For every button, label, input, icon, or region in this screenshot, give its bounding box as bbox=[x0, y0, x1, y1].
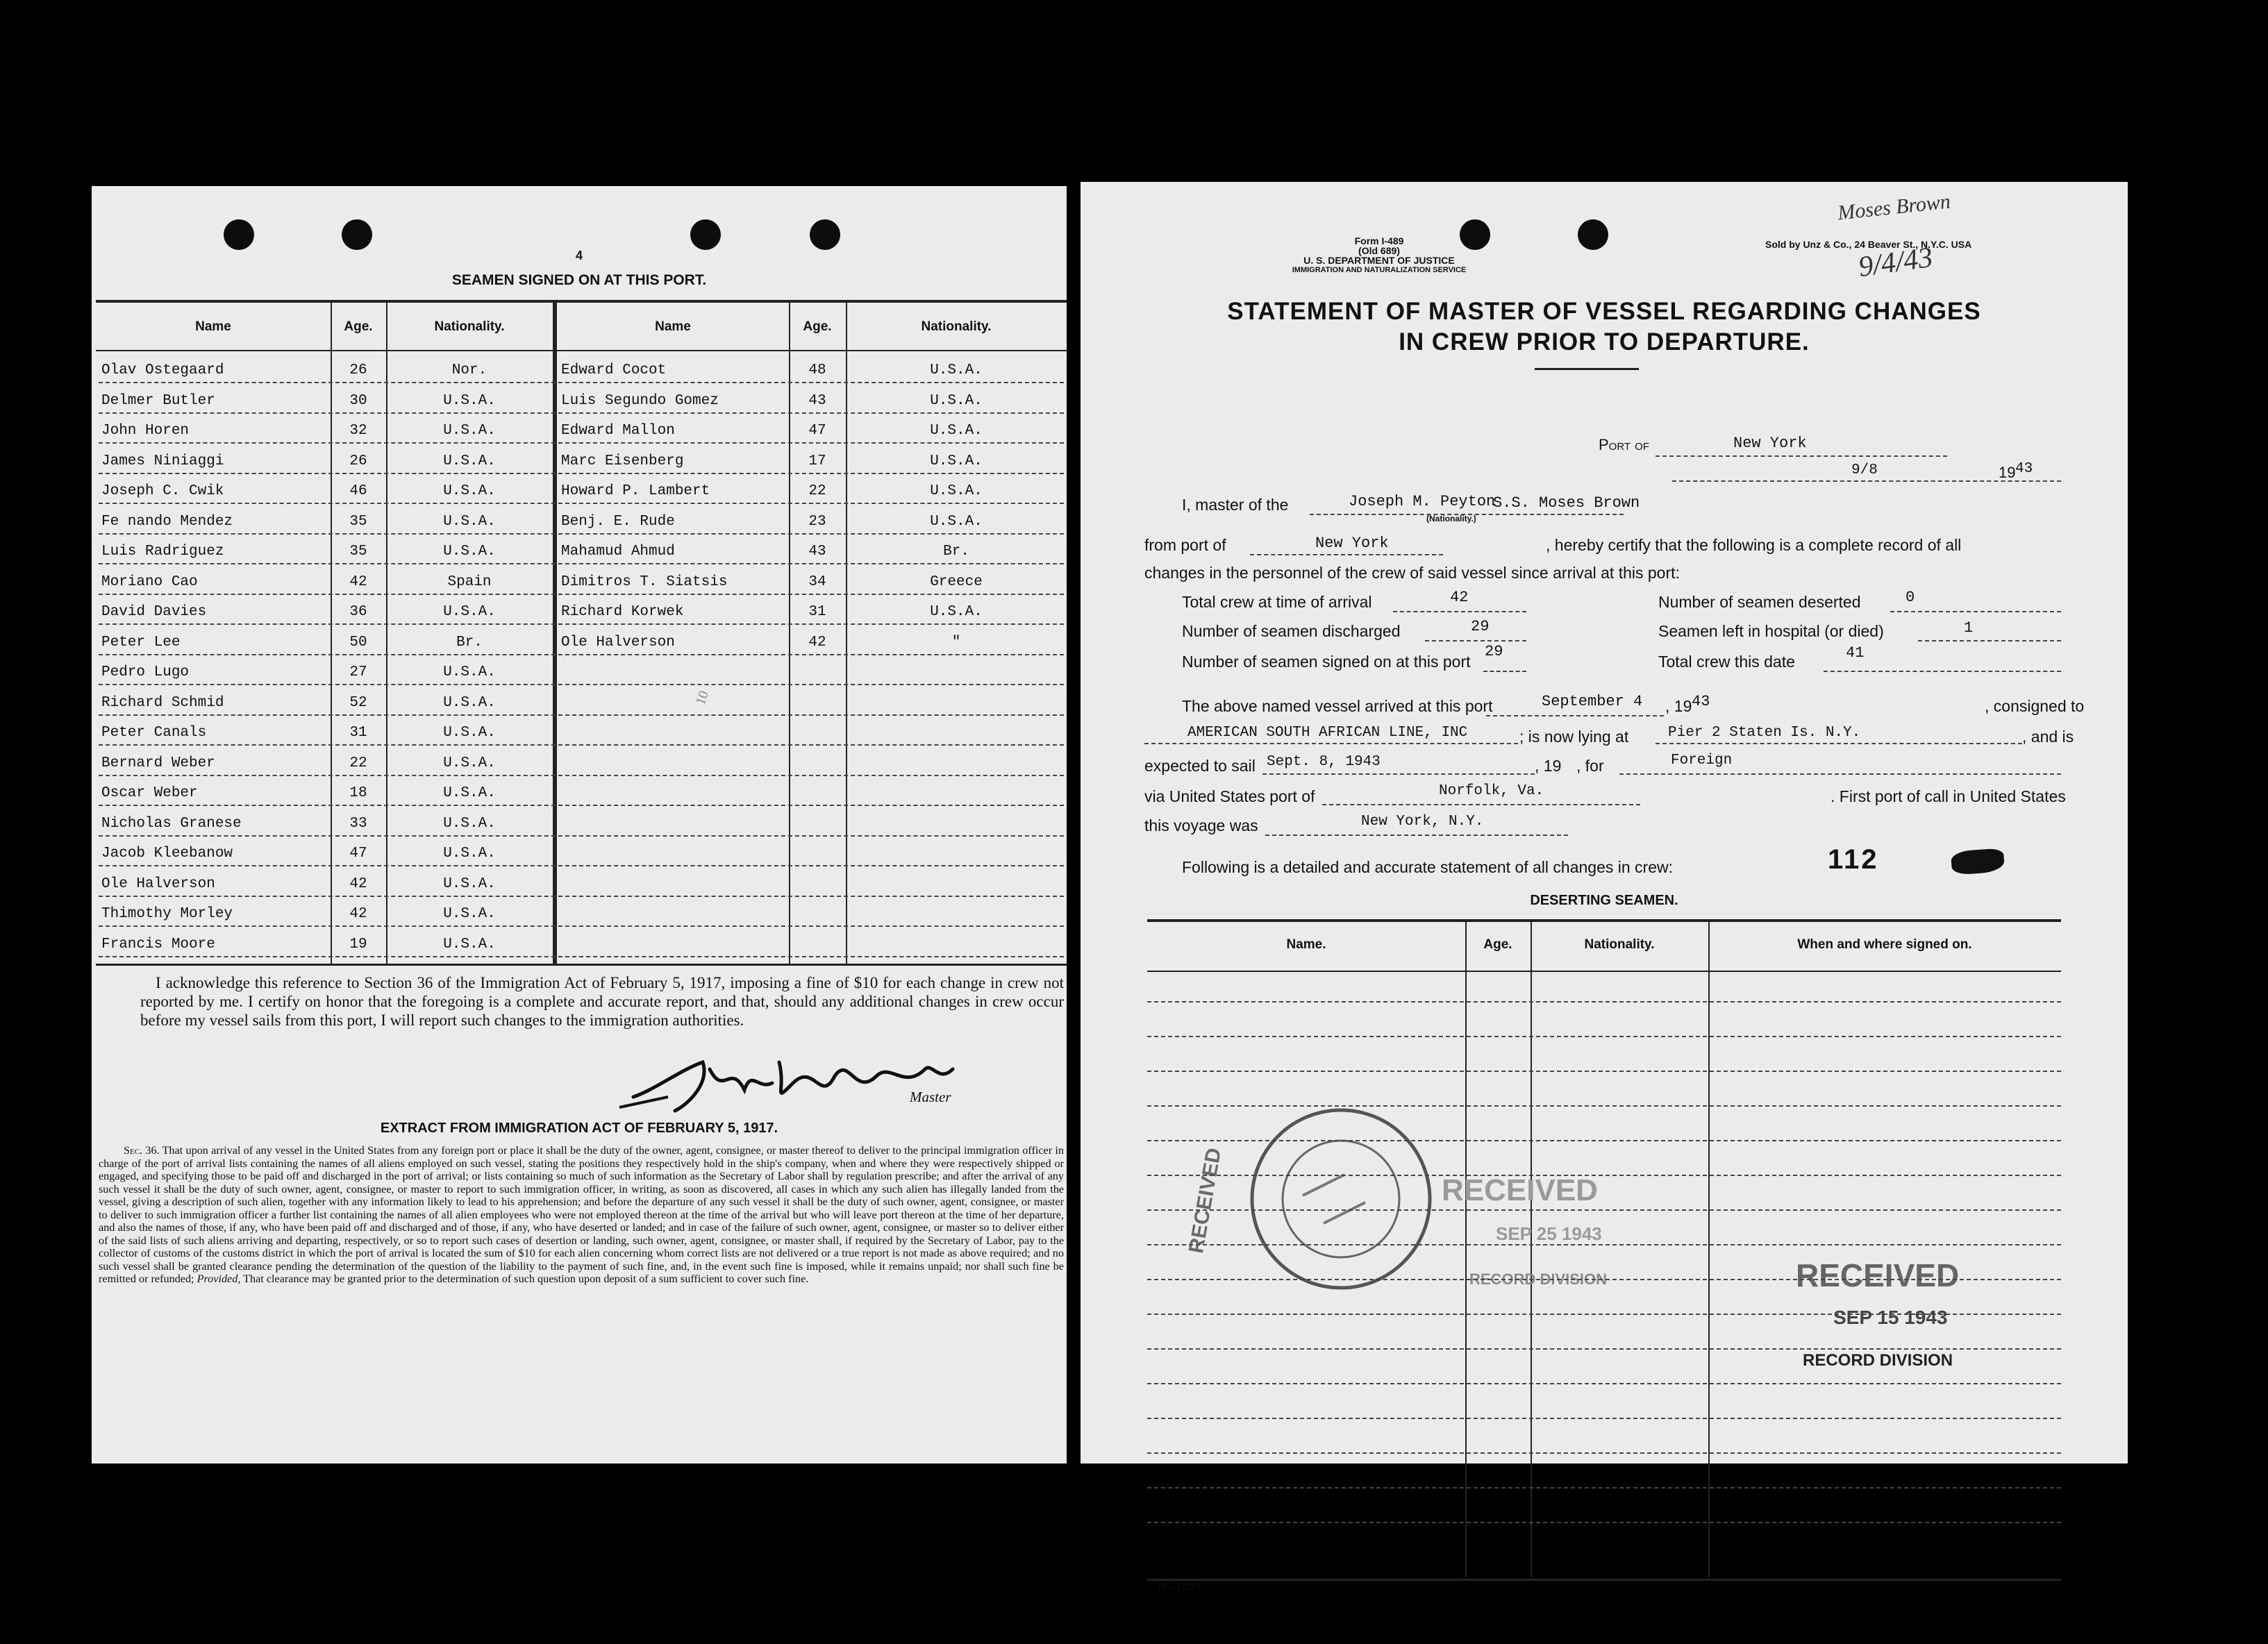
deserting-row-rule bbox=[1147, 1105, 2061, 1107]
form-footer: 16—17387 bbox=[1157, 1582, 1201, 1592]
deserting-row-rule bbox=[1147, 1348, 2061, 1350]
arrived-year-value: 43 bbox=[1692, 693, 1710, 710]
master-label: Master bbox=[910, 1089, 951, 1105]
seller-imprint: Sold by Unz & Co., 24 Beaver St., N.Y.C. USA bbox=[1765, 239, 1972, 250]
following-text: Following is a detailed and accurate statement of all changes in crew: bbox=[1182, 858, 1674, 876]
punch-hole bbox=[342, 219, 372, 250]
crew-name: Joseph C. Cwik bbox=[101, 483, 224, 499]
consignee-line bbox=[1144, 743, 1518, 744]
col-rule bbox=[556, 301, 557, 964]
discharged-value: 29 bbox=[1471, 618, 1490, 635]
date-value: 9/8 bbox=[1851, 462, 1878, 478]
handwritten-date: 9/4/43 bbox=[1856, 241, 1935, 284]
stamp2-received: RECEIVED bbox=[1796, 1257, 1960, 1293]
title-line-1: STATEMENT OF MASTER OF VESSEL REGARDING CHANGES bbox=[1227, 298, 1981, 325]
extract-text: That upon arrival of any vessel in the United States from any foreign port or place it shall be the duty of the owner, agent, consignee, or master thereof to deliver to the principal immigration officer in charge of the port of arrival lists containing the names of all aliens employed on such vessel, stating the positions they respectively hold in the ship's company, when and where they were respectively shipped or engaged, and specifying those to be paid off and discharged in the port of arrival; or lists containing so much of such information as the Secretary of Labor shall by regulation prescribe; and after the arrival of any such vessel it shall be the duty of such owner, agent, consignee, or master to report to such immigration officer, in writing, as soon as discovered, all cases in which any such alien has illegally landed from the vessel, giving a description of such alien, together with any information likely to lead to his apprehension; and before the departure of any such vessel it shall be the duty of such owner, agent, consignee, or master to deliver to such immigration officer a further list containing the names of all alien employees who were not employed thereon at the time of the arrival but who will leave port thereon at the time of her departure, and also the names of those, if any, who have been paid off and discharged and of those, if any, who have deserted or landed; and in case of the failure of such owner, agent, consignee, or master so to deliver either of the said lists of such aliens arriving and departing, respectively, or so to report such cases of desertion or landing, such owner, agent, consignee, or master shall, if required by the Secretary of Labor, pay to the collector of customs of the customs district in which the port of arrival is located the sum of $10 for each alien concerning whom correct lists are not delivered or a true report is not made as above required; and no such vessel shall be granted clearance pending the determination of the question of the liability to the payment of such fine, and, in the event such fine is imposed, while it remains unpaid; nor shall such fine be remitted or refunded; bbox=[99, 1144, 1064, 1285]
crew-age: 48 bbox=[808, 362, 826, 378]
crew-nationality: Spain bbox=[447, 573, 492, 590]
crew-nationality: U.S.A. bbox=[443, 453, 496, 469]
form-header bbox=[1254, 236, 1504, 275]
port-of-line bbox=[1656, 455, 1947, 457]
crew-age: 42 bbox=[349, 573, 367, 590]
crew-name: Peter Canals bbox=[101, 725, 207, 741]
crew-age: 47 bbox=[808, 423, 826, 439]
crew-nationality: Greece bbox=[930, 573, 983, 590]
master-signature bbox=[606, 1041, 994, 1118]
discharged-line bbox=[1425, 640, 1526, 641]
total-crew-arrival-line bbox=[1393, 611, 1526, 612]
form-title bbox=[1081, 296, 2128, 358]
crew-nationality: U.S.A. bbox=[443, 483, 496, 499]
crew-age: 35 bbox=[349, 544, 367, 560]
crew-name: Edward Cocot bbox=[561, 362, 667, 378]
and-is-label: , and is bbox=[2022, 728, 2074, 746]
crew-name: Marc Eisenberg bbox=[561, 453, 684, 469]
crew-name: Fe nando Mendez bbox=[101, 513, 233, 530]
crew-name: Moriano Cao bbox=[101, 573, 198, 590]
crew-name: Pedro Lugo bbox=[101, 664, 190, 680]
extract-title: EXTRACT FROM IMMIGRATION ACT OF FEBRUARY 5, 1917. bbox=[380, 1121, 778, 1136]
from-port-value: New York bbox=[1315, 535, 1389, 552]
crew-name: Oscar Weber bbox=[101, 785, 198, 801]
crew-name: Luis Segundo Gomez bbox=[561, 392, 719, 409]
form-number: Form I-489 bbox=[1354, 235, 1404, 246]
row-rule bbox=[99, 563, 1064, 564]
signed-on-line bbox=[1483, 671, 1526, 672]
crew-name: Luis Radriguez bbox=[101, 544, 224, 560]
signed-on-value: 29 bbox=[1485, 643, 1503, 660]
page-stamp-number: 112 bbox=[1828, 844, 1879, 875]
expected-value: Sept. 8, 1943 bbox=[1267, 754, 1381, 770]
crew-nationality: U.S.A. bbox=[443, 423, 496, 439]
crew-nationality: U.S.A. bbox=[443, 664, 496, 680]
via-value: Norfolk, Va. bbox=[1439, 783, 1544, 799]
deserting-header-rule bbox=[1147, 971, 2061, 972]
deserting-col-nationality: Nationality. bbox=[1584, 937, 1655, 952]
punch-hole bbox=[810, 219, 840, 250]
crew-nationality: U.S.A. bbox=[443, 544, 496, 560]
total-crew-date-line bbox=[1824, 671, 2061, 672]
voyage-label: this voyage was bbox=[1144, 816, 1258, 834]
discharged-label: Number of seamen discharged bbox=[1182, 622, 1401, 640]
crew-name: Jacob Kleebanow bbox=[101, 846, 233, 862]
crew-nationality: U.S.A. bbox=[443, 846, 496, 862]
lying-value: Pier 2 Staten Is. N.Y. bbox=[1668, 725, 1861, 741]
right-page bbox=[1081, 182, 2128, 1592]
row-rule bbox=[99, 865, 1064, 866]
left-page bbox=[92, 186, 1067, 1463]
crew-name: Benj. E. Rude bbox=[561, 513, 675, 530]
crew-name: John Horen bbox=[101, 423, 190, 439]
master-prefix: I, master of the bbox=[1182, 496, 1289, 514]
crew-nationality: U.S.A. bbox=[930, 362, 983, 378]
changes-text: changes in the personnel of the crew of said vessel since arrival at this port: bbox=[1144, 564, 1680, 582]
crew-name: Mahamud Ahmud bbox=[561, 544, 675, 560]
col-header-age: Age. bbox=[803, 319, 832, 334]
crew-age: 43 bbox=[808, 544, 826, 560]
stamp2-date: SEP 15 1943 bbox=[1833, 1307, 1948, 1328]
crew-name: Nicholas Granese bbox=[101, 815, 242, 832]
crew-name: Ole Halverson bbox=[101, 875, 215, 892]
handwritten-vessel-name: Moses Brown bbox=[1836, 190, 1952, 225]
deserting-row-rule bbox=[1147, 1036, 2061, 1037]
year-prefix: 19 bbox=[1999, 464, 2016, 481]
row-rule bbox=[99, 684, 1064, 685]
deserted-line bbox=[1890, 611, 2061, 612]
row-rule bbox=[99, 896, 1064, 897]
crew-age: 42 bbox=[349, 875, 367, 892]
port-of-value: New York bbox=[1733, 435, 1807, 452]
title-underline bbox=[1535, 368, 1639, 370]
for-value: Foreign bbox=[1671, 753, 1733, 769]
lying-label: ; is now lying at bbox=[1519, 728, 1629, 746]
crew-name: Ole Halverson bbox=[561, 634, 675, 651]
stamp1-date: SEP 25 1943 bbox=[1496, 1223, 1602, 1244]
deserting-row-rule bbox=[1147, 1001, 2061, 1003]
crew-age: 42 bbox=[349, 906, 367, 922]
deserting-col-signed-on: When and where signed on. bbox=[1797, 937, 1972, 952]
for-line bbox=[1619, 773, 2061, 775]
year-value: 43 bbox=[2015, 461, 2033, 477]
col-header-name: Name bbox=[655, 319, 691, 334]
deserting-title: DESERTING SEAMEN. bbox=[1530, 893, 1678, 908]
arrived-label: The above named vessel arrived at this port bbox=[1182, 697, 1493, 715]
signed-on-label: Number of seamen signed on at this port bbox=[1182, 653, 1471, 671]
crew-nationality: U.S.A. bbox=[930, 423, 983, 439]
arrived-year-prefix: , 19 bbox=[1665, 697, 1692, 715]
circular-seal bbox=[1240, 1098, 1442, 1300]
redaction-mark bbox=[1951, 848, 2005, 875]
deserting-row-rule bbox=[1147, 1140, 2061, 1141]
department: U. S. DEPARTMENT OF JUSTICE bbox=[1303, 255, 1455, 266]
hospital-value: 1 bbox=[1964, 619, 1974, 637]
crew-name: Thimothy Morley bbox=[101, 906, 233, 922]
crew-nationality: U.S.A. bbox=[443, 815, 496, 832]
deserting-row-rule bbox=[1147, 1418, 2061, 1419]
punch-hole bbox=[690, 219, 721, 250]
extract-sec: Sec. 36. bbox=[124, 1144, 160, 1157]
form-old: (Old 689) bbox=[1358, 245, 1400, 256]
deserting-row-rule bbox=[1147, 1522, 2061, 1523]
crew-age: 33 bbox=[349, 815, 367, 832]
row-rule bbox=[99, 775, 1064, 776]
expected-19: , 19 bbox=[1535, 757, 1562, 775]
crew-age: 26 bbox=[349, 453, 367, 469]
vessel-value: S.S. Moses Brown bbox=[1493, 494, 1640, 512]
extract-body bbox=[99, 1144, 1064, 1286]
crew-age: 19 bbox=[349, 936, 367, 953]
total-crew-arrival-label: Total crew at time of arrival bbox=[1182, 593, 1372, 611]
stamp1-received: RECEIVED bbox=[1442, 1173, 1598, 1207]
deserted-label: Number of seamen deserted bbox=[1658, 593, 1861, 611]
crew-age: 22 bbox=[349, 755, 367, 771]
hospital-label: Seamen left in hospital (or died) bbox=[1658, 622, 1884, 640]
row-rule bbox=[99, 412, 1064, 414]
deserted-value: 0 bbox=[1906, 589, 1915, 606]
deserting-col-name: Name. bbox=[1286, 937, 1326, 952]
deserting-row-rule bbox=[1147, 1175, 2061, 1176]
crew-name: Bernard Weber bbox=[101, 755, 215, 771]
crew-nationality: U.S.A. bbox=[443, 906, 496, 922]
crew-name: Francis Moore bbox=[101, 936, 215, 953]
row-rule bbox=[99, 473, 1064, 474]
crew-name: Olav Ostegaard bbox=[101, 362, 224, 378]
deserting-row-rule bbox=[1147, 1244, 2061, 1245]
crew-age: 22 bbox=[808, 483, 826, 499]
total-crew-date-value: 41 bbox=[1846, 644, 1865, 662]
crew-age: 46 bbox=[349, 483, 367, 499]
crew-name: Edward Mallon bbox=[561, 423, 675, 439]
crew-name: Peter Lee bbox=[101, 634, 181, 651]
for-label: , for bbox=[1576, 757, 1604, 775]
crew-age: 35 bbox=[349, 513, 367, 530]
row-rule bbox=[99, 382, 1064, 383]
col-rule bbox=[1531, 921, 1532, 1577]
crew-age: 30 bbox=[349, 392, 367, 409]
crew-nationality: " bbox=[951, 634, 961, 651]
title-line-2: IN CREW PRIOR TO DEPARTURE. bbox=[1399, 328, 1810, 355]
row-rule bbox=[99, 594, 1064, 595]
col-header-nationality: Nationality. bbox=[434, 319, 505, 334]
crew-age: 18 bbox=[349, 785, 367, 801]
from-port-line bbox=[1250, 554, 1443, 555]
col-rule bbox=[1708, 921, 1710, 1577]
crew-nationality: U.S.A. bbox=[443, 725, 496, 741]
from-port-label: from port of bbox=[1144, 536, 1226, 554]
deserting-row-rule bbox=[1147, 1071, 2061, 1072]
col-header-name: Name bbox=[195, 319, 231, 334]
punch-hole bbox=[1578, 219, 1608, 250]
crew-nationality: U.S.A. bbox=[443, 785, 496, 801]
section-title: SEAMEN SIGNED ON AT THIS PORT. bbox=[451, 272, 707, 288]
total-crew-arrival-value: 42 bbox=[1450, 589, 1469, 606]
crew-nationality: U.S.A. bbox=[443, 875, 496, 892]
row-rule bbox=[99, 442, 1064, 444]
crew-age: 31 bbox=[349, 725, 367, 741]
table-bottom-rule bbox=[96, 964, 1067, 966]
deserting-top-rule bbox=[1147, 919, 2061, 922]
crew-nationality: U.S.A. bbox=[930, 604, 983, 620]
margin-note: 10 bbox=[692, 689, 712, 707]
crew-age: 50 bbox=[349, 634, 367, 651]
certify-text: , hereby certify that the following is a complete record of all bbox=[1546, 536, 1962, 554]
voyage-line bbox=[1265, 834, 1568, 836]
crew-age: 52 bbox=[349, 694, 367, 711]
crew-age: 17 bbox=[808, 453, 826, 469]
arrived-line bbox=[1486, 715, 1664, 716]
crew-nationality: U.S.A. bbox=[443, 392, 496, 409]
crew-nationality: U.S.A. bbox=[443, 936, 496, 953]
stamp2-division: RECORD DIVISION bbox=[1803, 1351, 1953, 1370]
crew-age: 36 bbox=[349, 604, 367, 620]
crew-nationality: U.S.A. bbox=[443, 755, 496, 771]
seal-received-text: RECEIVED bbox=[1185, 1146, 1226, 1255]
crew-nationality: U.S.A. bbox=[930, 453, 983, 469]
page-number: 4 bbox=[575, 249, 583, 262]
crew-name: Richard Schmid bbox=[101, 694, 224, 711]
crew-name: Delmer Butler bbox=[101, 392, 215, 409]
first-port-label: . First port of call in United States bbox=[1831, 787, 2066, 805]
deserting-row-rule bbox=[1147, 1209, 2061, 1211]
deserting-bottom-rule bbox=[1147, 1579, 2061, 1581]
row-rule bbox=[99, 744, 1064, 746]
deserting-row-rule bbox=[1147, 1383, 2061, 1384]
col-header-age: Age. bbox=[344, 319, 373, 334]
row-rule bbox=[99, 714, 1064, 716]
voyage-value: New York, N.Y. bbox=[1361, 814, 1484, 830]
crew-nationality: U.S.A. bbox=[930, 513, 983, 530]
master-value: Joseph M. Peyton bbox=[1349, 493, 1496, 510]
crew-nationality: Br. bbox=[456, 634, 483, 651]
crew-age: 43 bbox=[808, 392, 826, 409]
via-label: via United States port of bbox=[1144, 787, 1315, 805]
crew-age: 34 bbox=[808, 573, 826, 590]
total-crew-date-label: Total crew this date bbox=[1658, 653, 1795, 671]
stamp1-division: RECORD DIVISION bbox=[1469, 1270, 1608, 1288]
crew-name: Howard P. Lambert bbox=[561, 483, 710, 499]
deserting-col-age: Age. bbox=[1483, 937, 1512, 952]
via-line bbox=[1322, 804, 1640, 805]
crew-age: 47 bbox=[349, 846, 367, 862]
row-rule bbox=[99, 623, 1064, 625]
row-rule bbox=[99, 835, 1064, 837]
row-rule bbox=[99, 956, 1064, 957]
crew-age: 31 bbox=[808, 604, 826, 620]
col-rule bbox=[1465, 921, 1467, 1577]
crew-age: 26 bbox=[349, 362, 367, 378]
deserting-row-rule bbox=[1147, 1279, 2061, 1280]
crew-nationality: U.S.A. bbox=[443, 694, 496, 711]
crew-age: 27 bbox=[349, 664, 367, 680]
crew-name: James Niniaggi bbox=[101, 453, 224, 469]
row-rule bbox=[99, 925, 1064, 927]
crew-nationality: U.S.A. bbox=[930, 392, 983, 409]
crew-name: David Davies bbox=[101, 604, 207, 620]
col-header-nationality: Nationality. bbox=[921, 319, 992, 334]
port-of-label: Port of bbox=[1599, 436, 1650, 453]
lying-line bbox=[1656, 743, 2022, 744]
deserting-row-rule bbox=[1147, 1452, 2061, 1454]
row-rule bbox=[99, 805, 1064, 806]
crew-nationality: Nor. bbox=[451, 362, 487, 378]
table-header-rule bbox=[96, 350, 1067, 351]
punch-hole bbox=[224, 219, 254, 250]
crew-age: 42 bbox=[808, 634, 826, 651]
crew-age: 32 bbox=[349, 423, 367, 439]
row-rule bbox=[99, 654, 1064, 655]
deserting-row-rule bbox=[1147, 1314, 2061, 1315]
acknowledgement-text: I acknowledge this reference to Section 36 of the Immigration Act of February 5, 1917, imposing a fine of $10 for each change in crew not reported by me. I certify on honor that the foregoing is a complete and accurate report, and that, should any additional changes in crew occur before my vessel sails from this port, I will report such changes to the immigration authorities. bbox=[140, 974, 1064, 1029]
service: IMMIGRATION AND NATURALIZATION SERVICE bbox=[1292, 266, 1467, 274]
crew-name: Richard Korwek bbox=[561, 604, 684, 620]
nationality-note: (Nationality.) bbox=[1426, 514, 1476, 523]
deserting-row-rule bbox=[1147, 1487, 2061, 1488]
crew-nationality: U.S.A. bbox=[443, 604, 496, 620]
expected-label: expected to sail bbox=[1144, 757, 1256, 775]
row-rule bbox=[99, 533, 1064, 535]
crew-nationality: U.S.A. bbox=[930, 483, 983, 499]
hospital-line bbox=[1918, 640, 2061, 641]
crew-name: Dimitros T. Siatsis bbox=[561, 573, 728, 590]
expected-line bbox=[1262, 773, 1535, 775]
row-rule bbox=[99, 503, 1064, 504]
arrived-value: September 4 bbox=[1542, 693, 1643, 710]
extract-tail: That clearance may be granted prior to the determination of such question upon deposit of a sum sufficient to cover such fine. bbox=[243, 1273, 809, 1285]
extract-provided: Provided, bbox=[197, 1273, 241, 1285]
consignee-value: AMERICAN SOUTH AFRICAN LINE, INC bbox=[1187, 725, 1468, 741]
consigned-label: , consigned to bbox=[1985, 697, 2085, 715]
crew-nationality: Br. bbox=[943, 544, 969, 560]
table-top-rule bbox=[96, 300, 1067, 303]
crew-nationality: U.S.A. bbox=[443, 513, 496, 530]
crew-age: 23 bbox=[808, 513, 826, 530]
